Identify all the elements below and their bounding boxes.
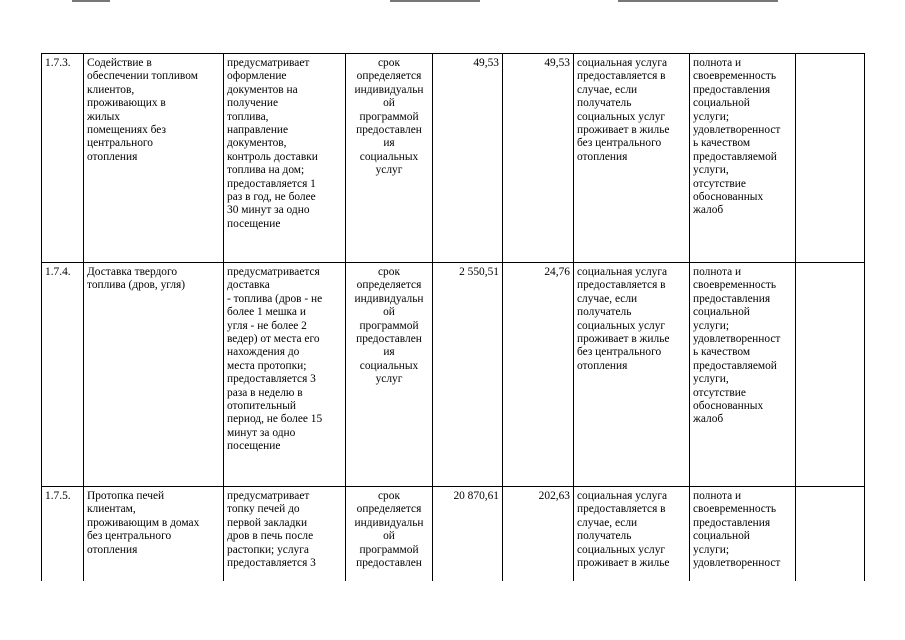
quality-criteria-cell bbox=[690, 487, 796, 583]
service-condition-cell bbox=[574, 263, 690, 487]
service-term-cell bbox=[346, 54, 433, 263]
service-name-cell bbox=[84, 263, 224, 487]
service-condition: социальная услуга предоставляется в случае, если получатель социальных услуг проживает в жилье без центрального отопления bbox=[577, 266, 670, 372]
service-term-cell bbox=[346, 263, 433, 487]
table-row bbox=[42, 487, 865, 583]
unit-value: 24,76 bbox=[544, 266, 570, 278]
service-condition: социальная услуга предоставляется в случае, если получатель социальных услуг проживает в жилье bbox=[577, 490, 670, 570]
table-row bbox=[42, 54, 865, 263]
quality-criteria: полнота и своевременность предоставления социальной услуги; удовлетворенност ь качеством предоставляемой услуги, отсутствие обоснованных жалоб bbox=[693, 57, 781, 217]
tariff-value-cell bbox=[433, 487, 503, 583]
service-condition-cell bbox=[574, 54, 690, 263]
service-term-cell bbox=[346, 487, 433, 583]
row-number: 1.7.4. bbox=[45, 266, 71, 278]
service-description: предусматривает оформление документов на получение топлива, направление документов, контроль доставки топлива на дом; предоставляется 1 раз в год, не более 30 минут за одно посещение bbox=[227, 57, 318, 230]
table-row bbox=[42, 263, 865, 487]
quality-criteria: полнота и своевременность предоставления социальной услуги; удовлетворенност bbox=[693, 490, 781, 570]
row-number: 1.7.5. bbox=[45, 490, 71, 502]
row-number-cell bbox=[42, 54, 84, 263]
service-description: предусматривает топку печей до первой закладки дров в печь после растопки; услуга предоставляется 3 bbox=[227, 490, 316, 570]
service-name: Протопка печей клиентам, проживающим в домах без центрального отопления bbox=[87, 490, 200, 556]
row-number: 1.7.3. bbox=[45, 57, 71, 69]
quality-criteria: полнота и своевременность предоставления социальной услуги; удовлетворенност ь качеством предоставляемой услуги, отсутствие обоснованных жалоб bbox=[693, 266, 781, 426]
top-rule-left bbox=[72, 0, 110, 2]
service-name-cell bbox=[84, 487, 224, 583]
unit-value-cell bbox=[503, 263, 574, 487]
empty-cell bbox=[796, 487, 865, 583]
service-name: Доставка твердого топлива (дров, угля) bbox=[87, 266, 186, 292]
tariff-value-cell bbox=[433, 54, 503, 263]
services-table bbox=[41, 53, 865, 583]
tariff-value: 49,53 bbox=[473, 57, 499, 69]
empty-cell bbox=[796, 54, 865, 263]
service-term: срок определяется индивидуальн ой программой предоставлен ия социальных услуг bbox=[354, 57, 424, 177]
service-term: срок определяется индивидуальн ой программой предоставлен ия социальных услуг bbox=[354, 266, 424, 386]
row-number-cell bbox=[42, 487, 84, 583]
service-name-cell bbox=[84, 54, 224, 263]
row-number-cell bbox=[42, 263, 84, 487]
top-rule-mid bbox=[390, 0, 480, 2]
tariff-value-cell bbox=[433, 263, 503, 487]
unit-value-cell bbox=[503, 54, 574, 263]
service-name: Содействие в обеспечении топливом клиентов, проживающих в жилых помещениях без центрального отопления bbox=[87, 57, 198, 163]
service-description-cell bbox=[224, 487, 346, 583]
quality-criteria-cell bbox=[690, 263, 796, 487]
service-description-cell bbox=[224, 263, 346, 487]
unit-value-cell bbox=[503, 487, 574, 583]
page-bottom-margin bbox=[0, 581, 905, 640]
service-condition-cell bbox=[574, 487, 690, 583]
service-term: срок определяется индивидуальн ой программой предоставлен bbox=[354, 490, 424, 570]
top-rule-right bbox=[618, 0, 778, 2]
tariff-value: 2 550,51 bbox=[459, 266, 499, 278]
service-condition: социальная услуга предоставляется в случае, если получатель социальных услуг проживает в жилье без центрального отопления bbox=[577, 57, 670, 163]
tariff-value: 20 870,61 bbox=[453, 490, 499, 502]
unit-value: 49,53 bbox=[544, 57, 570, 69]
quality-criteria-cell bbox=[690, 54, 796, 263]
service-description: предусматривается доставка - топлива (дров - не более 1 мешка и угля - не более 2 ведер) от места его нахождения до места протопки; предоставляется 3 раза в неделю в отопительный период, не более 15 минут за одно посещение bbox=[227, 266, 323, 453]
unit-value: 202,63 bbox=[538, 490, 570, 502]
service-description-cell bbox=[224, 54, 346, 263]
empty-cell bbox=[796, 263, 865, 487]
